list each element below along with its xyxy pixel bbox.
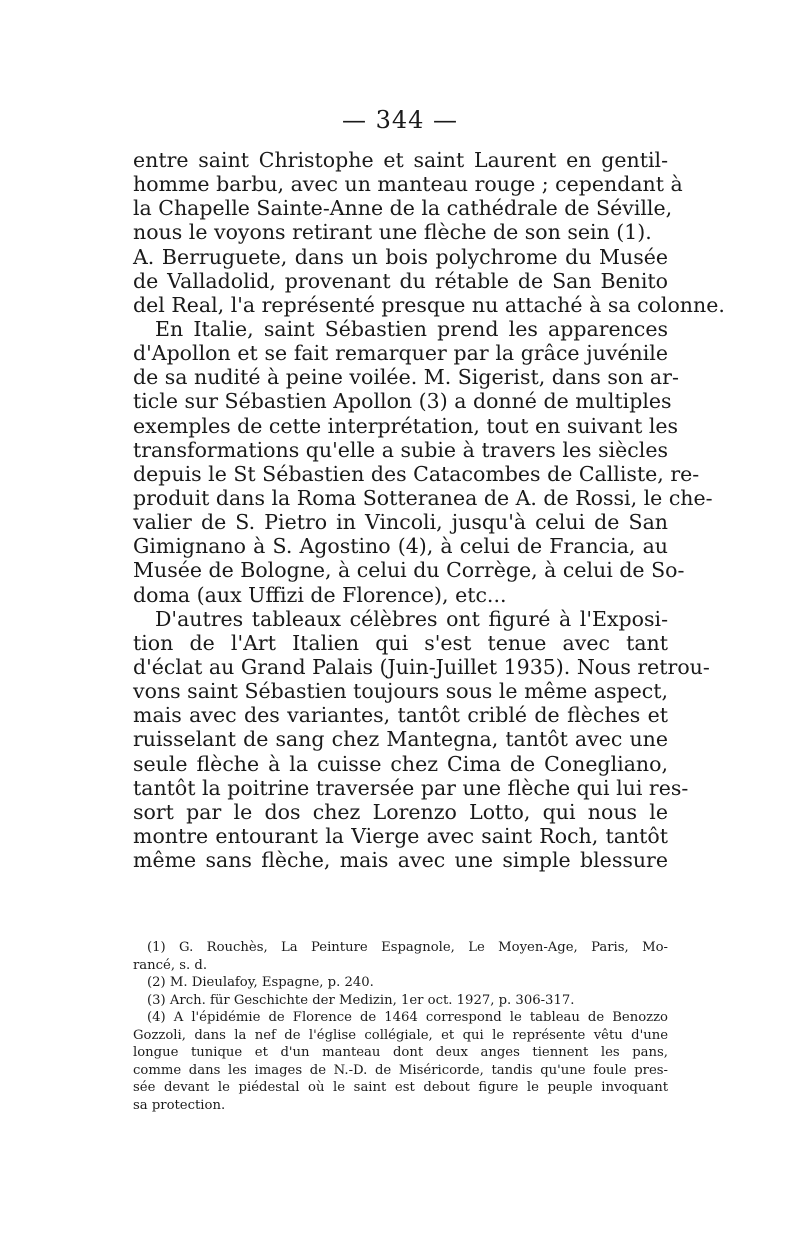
body-text-line: ruisselant de sang chez Mantegna, tantôt avec une — [133, 727, 668, 752]
footnote-line: Gozzoli, dans la nef de l'église collégiale, et qui le représente vêtu d'une — [133, 1027, 668, 1043]
footnote-line: rancé, s. d. — [133, 957, 208, 973]
body-text-line: tion de l'Art Italien qui s'est tenue avec tant — [133, 630, 668, 655]
body-text-line: nous le voyons retirant une flèche de son sein (1). — [133, 220, 652, 245]
footnote-line: longue tunique et d'un manteau dont deux anges tiennent les pans, — [133, 1045, 668, 1060]
page-number: — 344 — — [341, 106, 459, 134]
footnotes — [133, 939, 668, 1114]
body-text-line: homme barbu, avec un manteau rouge ; cependant à — [133, 172, 683, 197]
footnote-line: sée devant le piédestal où le saint est debout figure le peuple invoquant — [133, 1080, 668, 1095]
body-text-line: de sa nudité à peine voilée. M. Sigerist, dans son ar- — [133, 365, 679, 390]
body-text-line: d'Apollon et se fait remarquer par la grâce juvénile — [133, 341, 668, 366]
body-text-line: la Chapelle Sainte-Anne de la cathédrale de Séville, — [133, 196, 673, 221]
body-text-line: entre saint Christophe et saint Laurent en gentil- — [133, 148, 668, 172]
body-text-line: produit dans la Roma Sotteranea de A. de Rossi, le che- — [133, 485, 713, 510]
body-text-line: Musée de Bologne, à celui du Corrège, à celui de So- — [133, 558, 685, 583]
body-text-line: Gimignano à S. Agostino (4), à celui de Francia, au — [133, 534, 668, 559]
footnote-line: (3) Arch. für Geschichte der Medizin, 1er oct. 1927, p. 306-317. — [147, 992, 575, 1008]
body-text-line: del Real, l'a représenté presque nu attaché à sa colonne. — [133, 292, 725, 317]
body-text-line: transformations qu'elle a subie à travers les siècles — [133, 437, 668, 462]
body-text-line: valier de S. Pietro in Vincoli, jusqu'à celui de San — [133, 510, 668, 535]
body-text-line: ticle sur Sébastien Apollon (3) a donné de multiples — [133, 389, 672, 414]
body-text-line: A. Berruguete, dans un bois polychrome du Musée — [133, 244, 668, 269]
body-text-line: d'éclat au Grand Palais (Juin-Juillet 1935). Nous retrou- — [133, 654, 710, 679]
footnote-line: (2) M. Dieulafoy, Espagne, p. 240. — [147, 975, 374, 990]
body-text-line: même sans flèche, mais avec une simple blessure — [133, 848, 668, 873]
body-text-line: D'autres tableaux célèbres ont figuré à l'Exposi- — [155, 606, 668, 631]
body-text-line: tantôt la poitrine traversée par une flèche qui lui res- — [133, 775, 689, 800]
body-text-line: montre entourant la Vierge avec saint Roch, tantôt — [133, 823, 668, 848]
body-text-line: de Valladolid, provenant du rétable de San Benito — [133, 268, 668, 293]
footnote-line: (4) A l'épidémie de Florence de 1464 correspond le tableau de Benozzo — [147, 1010, 668, 1025]
body-text-line: exemples de cette interprétation, tout en suivant les — [133, 413, 679, 438]
body-text-line: mais avec des variantes, tantôt criblé de flèches et — [133, 703, 668, 728]
body-text-line: depuis le St Sébastien des Catacombes de Calliste, re- — [133, 461, 700, 486]
body-text-line: En Italie, saint Sébastien prend les apparences — [155, 316, 668, 341]
footnote-line: sa protection. — [133, 1097, 226, 1113]
body-text — [133, 148, 725, 873]
body-text-line: vons saint Sébastien toujours sous le même aspect, — [133, 679, 668, 704]
footnote-line: (1) G. Rouchès, La Peinture Espagnole, Le Moyen-Age, Paris, Mo- — [147, 940, 668, 955]
body-text-line: sort par le dos chez Lorenzo Lotto, qui nous le — [133, 799, 668, 824]
footnote-line: comme dans les images de N.-D. de Miséricorde, tandis qu'une foule pres- — [133, 1062, 668, 1078]
body-text-line: doma (aux Uffizi de Florence), etc... — [133, 582, 507, 607]
body-text-line: seule flèche à la cuisse chez Cima de Conegliano, — [133, 751, 668, 776]
